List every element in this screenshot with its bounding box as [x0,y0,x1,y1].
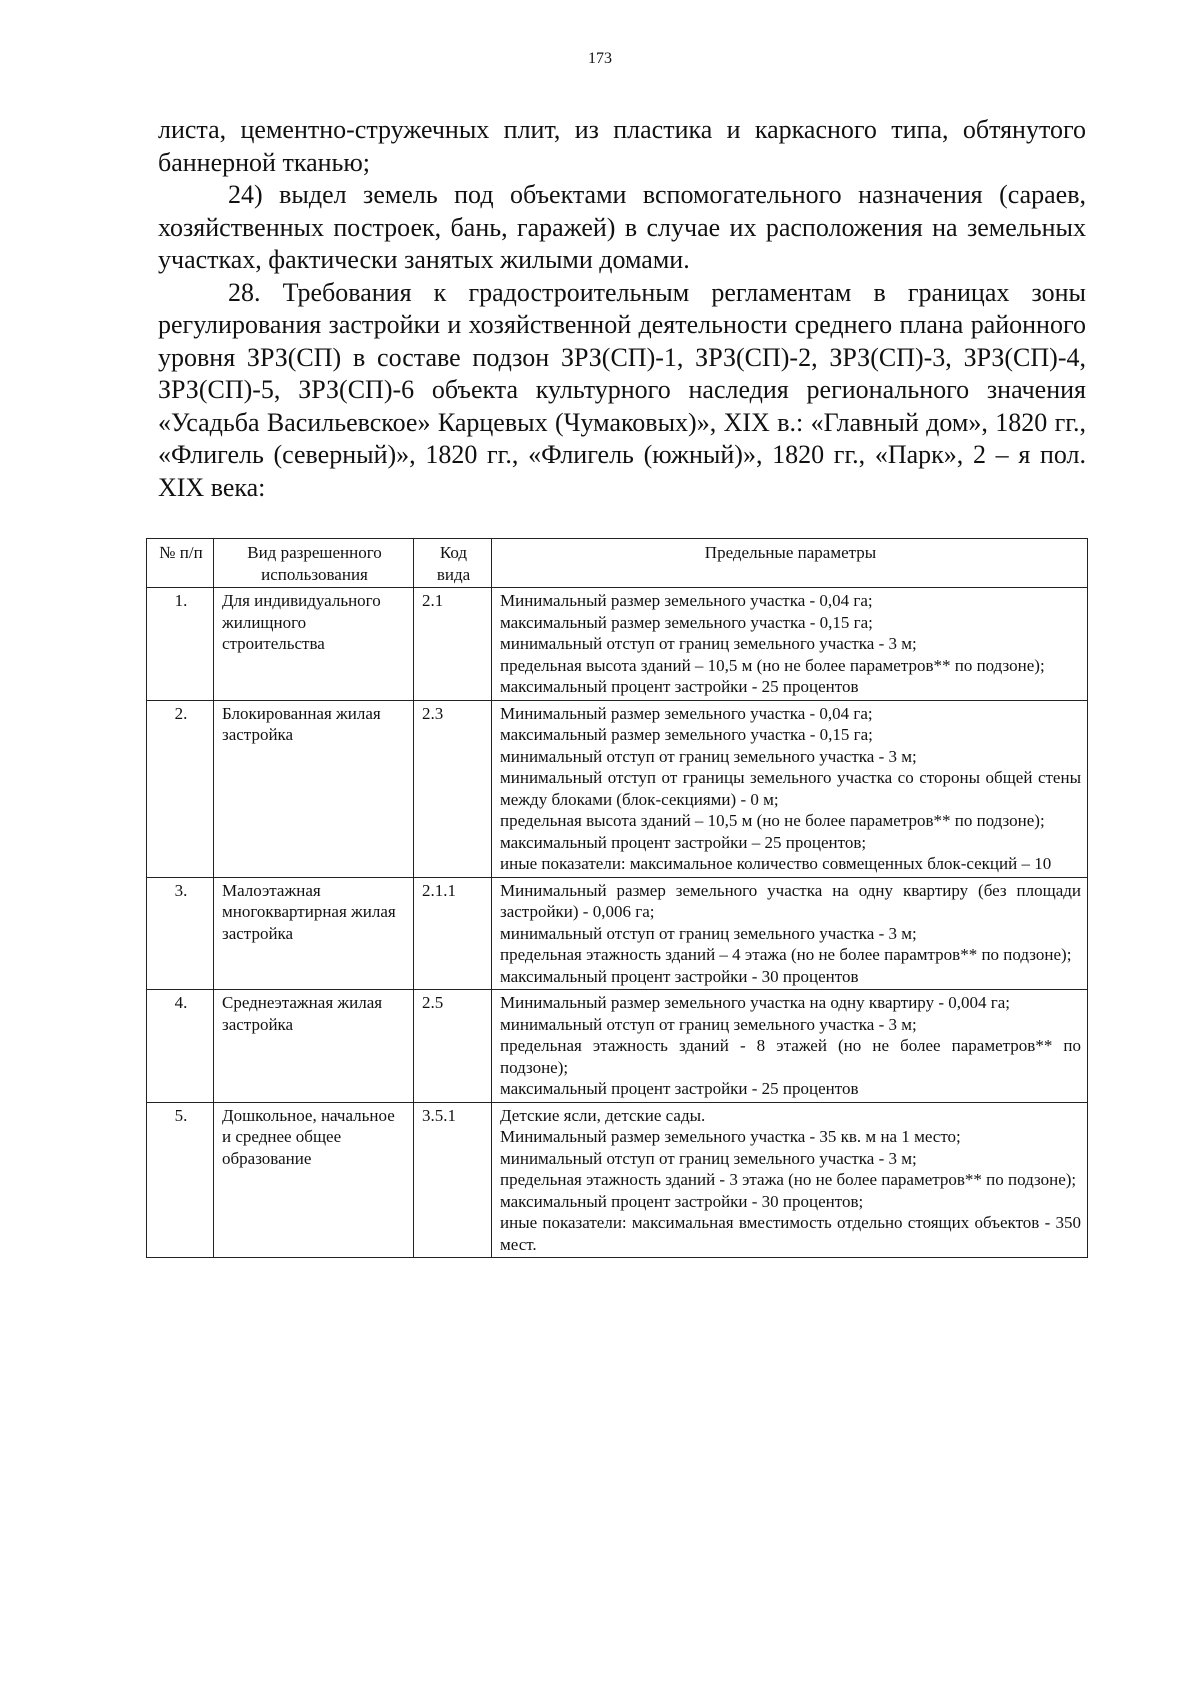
param-line: минимальный отступ от границ земельного участка - 3 м; [500,746,917,766]
param-line: Минимальный размер земельного участка на одну квартиру - 0,004 га; [500,993,1010,1012]
param-line: предельная этажность зданий – 4 этажа (но не более парамтров** по подзоне); [500,945,1072,964]
cell-num: 5. [147,1102,214,1258]
header-use: Вид разрешенного использования [214,539,414,588]
param-line: Минимальный размер земельного участка на одну квартиру (без площади застройки) - 0,006 га; [500,880,1081,921]
cell-use: Дошкольное, начальное и среднее общее образование [214,1102,414,1258]
cell-code: 3.5.1 [414,1102,492,1258]
cell-use: Блокированная жилая застройка [214,700,414,877]
page-number: 173 [588,50,612,67]
param-line: иные показатели: максимальное количество совмещенных блок-секций – 10 [500,854,1052,873]
header-code: Код вида [414,539,492,588]
paragraph-section-28: 28. Требования к градостроительным регламентам в границах зоны регулирования застройки и хозяйственной деятельности среднего плана районного уровня ЗРЗ(СП) в составе подзон ЗРЗ(СП)-1, ЗРЗ(СП)-2, ЗРЗ(СП)-3, ЗРЗ(СП)-4, ЗРЗ(СП)-5, ЗРЗ(СП)-6 объекта культурного наследия регионального значения «Усадьба Васильевское» Карцевых (Чумаковых)», XIX в.: «Главный дом», 1820 гг., «Флигель (северный)», 1820 гг., «Флигель (южный)», 1820 гг., «Парк», 2 – я пол. XIX века: [158,277,1086,502]
param-line: максимальный процент застройки - 30 процентов [500,966,859,986]
param-line: предельная этажность зданий - 3 этажа (но не более параметров** по подзоне); [500,1170,1077,1189]
table-row [147,1102,1088,1258]
header-num: № п/п [147,539,214,588]
cell-num: 4. [147,990,214,1103]
cell-num: 2. [147,700,214,877]
cell-params [492,1102,1088,1258]
cell-params [492,990,1088,1103]
param-line: максимальный процент застройки - 25 процентов [500,1079,859,1098]
param-line: предельная высота зданий – 10,5 м (но не более параметров** по подзоне); [500,811,1045,830]
table-body [147,588,1088,1258]
paragraph-item-24: 24) выдел земель под объектами вспомогательного назначения (сараев, хозяйственных построек, бань, гаражей) в случае их расположения на земельных участках, фактически занятых жилыми домами. [158,180,1086,274]
cell-code: 2.1.1 [414,877,492,990]
cell-code: 2.5 [414,990,492,1103]
param-line: минимальный отступ от границ земельного участка - 3 м; [500,1148,917,1168]
table-row [147,588,1088,701]
cell-use: Для индивидуального жилищного строительства [214,588,414,701]
table-row [147,877,1088,990]
cell-num: 3. [147,877,214,990]
cell-params [492,700,1088,877]
parameters-table [146,538,1088,1258]
cell-params [492,588,1088,701]
cell-code: 2.1 [414,588,492,701]
cell-use: Среднеэтажная жилая застройка [214,990,414,1103]
param-line: минимальный отступ от границ земельного участка - 3 м; [500,923,917,943]
param-line: Минимальный размер земельного участка - 0,04 га; [500,591,873,610]
param-line: максимальный процент застройки – 25 процентов; [500,832,867,852]
param-line: Минимальный размер земельного участка - 35 кв. м на 1 место; [500,1127,961,1146]
param-line: максимальный размер земельного участка - 0,15 га; [500,725,873,744]
param-line: минимальный отступ от границ земельного участка - 3 м; [500,1014,917,1034]
cell-params [492,877,1088,990]
param-line: максимальный процент застройки - 25 процентов [500,677,859,696]
param-line: Детские ясли, детские сады. [500,1105,706,1125]
param-line: максимальный размер земельного участка - 0,15 га; [500,612,873,632]
param-line: минимальный отступ от границ земельного участка - 3 м; [500,634,917,653]
param-line: Минимальный размер земельного участка - 0,04 га; [500,703,873,723]
cell-num: 1. [147,588,214,701]
paragraph-continuation: листа, цементно-стружечных плит, из пластика и каркасного типа, обтянутого баннерной тканью; [158,115,1086,177]
param-line: иные показатели: максимальная вместимость отдельно стоящих объектов - 350 мест. [500,1213,1081,1254]
param-line: предельная этажность зданий - 8 этажей (но не более параметров** по подзоне); [500,1036,1081,1077]
header-params: Предельные параметры [492,539,1088,588]
table-row [147,700,1088,877]
param-line: предельная высота зданий – 10,5 м (но не более параметров** по подзоне); [500,655,1045,675]
param-line: минимальный отступ от границы земельного участка со стороны общей стены между блоками (блок-секциями) - 0 м; [500,768,1081,809]
param-line: максимальный процент застройки - 30 процентов; [500,1191,864,1211]
body-text [158,114,1086,504]
table-row [147,990,1088,1103]
table-header-row [147,539,1088,588]
cell-code: 2.3 [414,700,492,877]
cell-use: Малоэтажная многоквартирная жилая застройка [214,877,414,990]
